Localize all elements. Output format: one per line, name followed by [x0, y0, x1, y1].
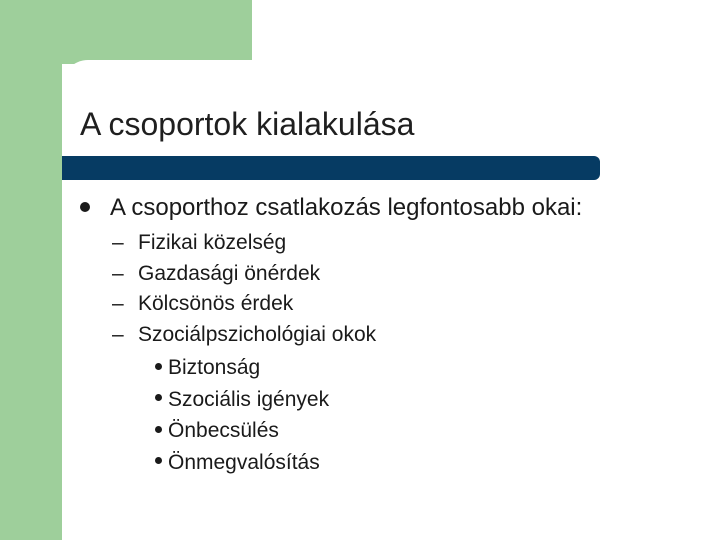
sub-point-text: Szociálpszichológiai okok [138, 322, 377, 346]
dash-icon: – [112, 292, 124, 315]
sub-sub-point [155, 352, 329, 384]
sub-point-text: Kölcsönös érdek [138, 292, 294, 315]
bullet-dot-icon [155, 394, 162, 401]
bullet-dot-icon [155, 457, 162, 464]
sub-point [112, 289, 376, 320]
sub-point-list [112, 228, 376, 350]
bullet-dot-icon [155, 426, 162, 433]
sub-sub-point-text: Szociális igények [168, 387, 330, 411]
dash-icon: – [112, 231, 124, 254]
sub-sub-point [155, 447, 329, 479]
sub-point [112, 228, 376, 259]
sub-sub-point-text: Biztonság [168, 356, 261, 379]
sub-point-text: Fizikai közelség [138, 231, 287, 254]
sub-sub-point-text: Önmegvalósítás [168, 450, 320, 474]
sub-sub-point-list [155, 352, 329, 478]
slide-title: A csoportok kialakulása [80, 106, 415, 142]
sub-sub-point-text: Önbecsülés [168, 419, 279, 442]
main-bullet [80, 194, 582, 222]
bullet-dot-icon [80, 202, 90, 212]
dash-icon: – [112, 322, 124, 346]
sub-point-text: Gazdasági önérdek [138, 261, 321, 285]
title-underline-bar [62, 156, 600, 180]
sub-sub-point [155, 415, 329, 447]
sub-sub-point [155, 384, 329, 416]
bullet-dot-icon [155, 363, 162, 370]
sub-point [112, 259, 376, 290]
sub-point [112, 320, 376, 351]
background-green-left [0, 0, 62, 540]
main-bullet-text: A csoporthoz csatlakozás legfontosabb okai: [110, 194, 583, 221]
dash-icon: – [112, 261, 124, 285]
